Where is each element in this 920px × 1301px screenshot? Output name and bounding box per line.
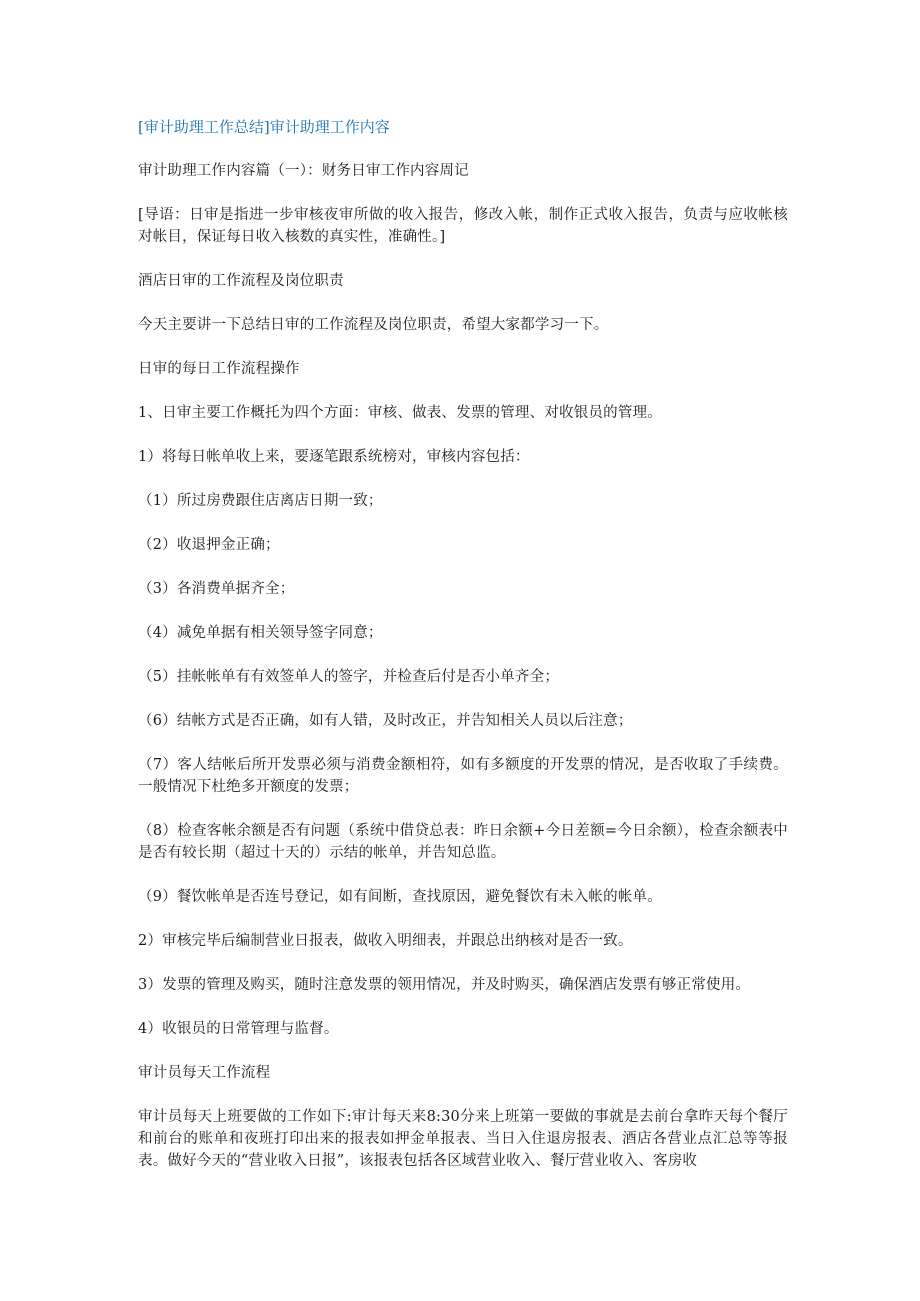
title-main-part[interactable]: 审计助理工作内容 — [269, 118, 390, 136]
list-item: 2）审核完毕后编制营业日报表，做收入明细表，并跟总出纳核对是否一致。 — [138, 933, 633, 949]
list-item: （5）挂帐帐单有有效签单人的签字，并检查后付是否小单齐全； — [138, 669, 560, 685]
list-item: 3）发票的管理及购买，随时注意发票的领用情况，并及时购买，确保酒店发票有够正常使用。 — [138, 977, 751, 993]
document-title — [138, 116, 788, 138]
section-heading: 日审的每日工作流程操作 — [138, 361, 300, 377]
list-item: （4）减免单据有相关领导签字同意； — [138, 625, 383, 641]
list-item: （7）客人结帐后所开发票必须与消费金额相符，如有多额度的开发票的情况，是否收取了手续费。一般情况下杜绝多开额度的发票； — [138, 757, 788, 795]
document-page — [138, 116, 788, 1172]
list-item: （3）各消费单据齐全； — [138, 581, 295, 597]
list-item: 1）将每日帐单收上来，要逐笔跟系统榜对，审核内容包括： — [138, 449, 530, 465]
subtitle-paragraph: 审计助理工作内容篇（一）：财务日审工作内容周记 — [138, 163, 469, 179]
list-item: （8）检查客帐余额是否有问题（系统中借贷总表：昨日余额+今日差额=今日余额），检查余额表中是否有较长期（超过十天的）示结的帐单，并告知总监。 — [138, 823, 788, 861]
body-paragraph: 今天主要讲一下总结日审的工作流程及岗位职责，希望大家都学习一下。 — [138, 317, 609, 333]
list-item: （6）结帐方式是否正确，如有人错，及时改正，并告知相关人员以后注意； — [138, 713, 633, 729]
body-paragraph: 1、日审主要工作概托为四个方面：审核、做表、发票的管理、对收银员的管理。 — [138, 405, 662, 421]
lead-paragraph: [导语：日审是指进一步审核夜审所做的收入报告，修改入帐，制作正式收入报告，负责与应收帐核对帐目，保证每日收入核数的真实性，准确性。] — [138, 207, 788, 245]
list-item: 4）收银员的日常管理与监督。 — [138, 1021, 339, 1037]
section-heading: 酒店日审的工作流程及岗位职责 — [138, 273, 344, 289]
section-heading: 审计员每天工作流程 — [138, 1065, 271, 1081]
list-item: （2）收退押金正确； — [138, 537, 280, 553]
title-bracket-part[interactable]: [审计助理工作总结] — [138, 118, 270, 136]
body-paragraph: 审计员每天上班要做的工作如下:审计每天来8:30分来上班第一要做的事就是去前台拿昨天每个餐厅和前台的账单和夜班打印出来的报表如押金单报表、当日入住退房报表、酒店各营业点汇总等等报表。做好今天的“营业收入日报”，该报表包括各区域营业收入、餐厅营业收入、客房收 — [138, 1109, 788, 1169]
list-item: （1）所过房费跟住店离店日期一致； — [138, 493, 383, 509]
list-item: （9）餐饮帐单是否连号登记，如有间断，查找原因，避免餐饮有未入帐的帐单。 — [138, 889, 662, 905]
